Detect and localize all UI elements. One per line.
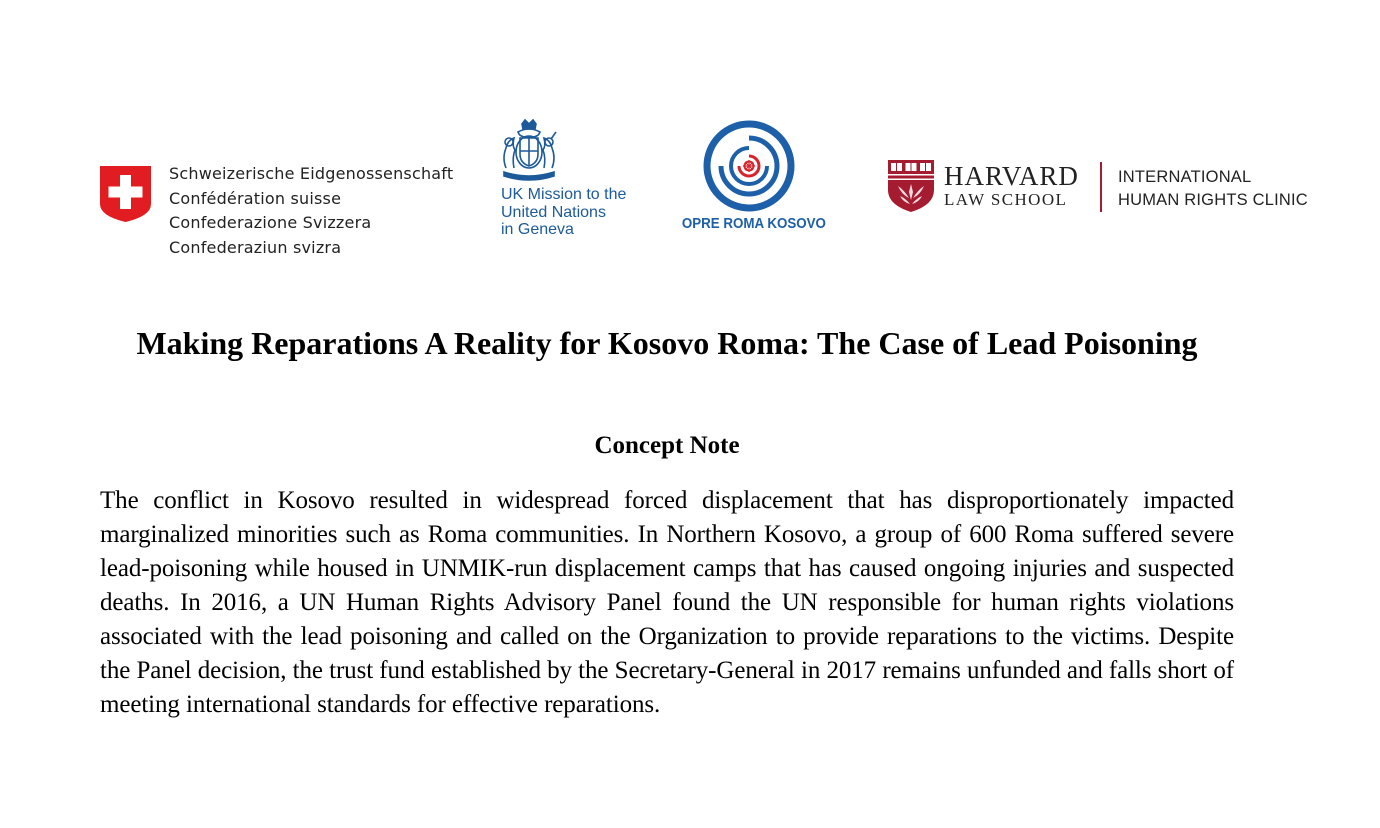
opre-roma-name: OPRE ROMA KOSOVO — [681, 216, 826, 232]
uk-line-3: in Geneva — [501, 221, 574, 238]
swiss-logo-text — [169, 162, 489, 260]
swiss-line-rm: Confederaziun svizra — [169, 237, 342, 257]
harvard-shield-icon — [888, 160, 934, 212]
swiss-line-de: Schweizerische Eidgenossenschaft — [169, 164, 454, 183]
concept-note-paragraph: The conflict in Kosovo resulted in widespread forced displacement that has disproportionately impacted marginalized minorities such as Roma communities. In Northern Kosovo, a group of 600 Roma suffered severe lead-poisoning while housed in UNMIK-run displacement camps that has caused ongoing injuries and suspected deaths. In 2016, a UN Human Rights Advisory Panel found the UN responsible for human rights violations associated with the lead poisoning and called on the Organization to provide reparations to the victims. Despite the Panel decision, the trust fund established by the Secretary-General in 2017 remains unfunded and falls short of meeting international standards for effective reparations. — [100, 487, 1234, 718]
clinic-name — [1118, 166, 1308, 212]
logo-bar — [0, 0, 1380, 280]
harvard-law-school: LAW SCHOOL — [944, 190, 1068, 209]
clinic-line-2: HUMAN RIGHTS CLINIC — [1118, 191, 1308, 209]
uk-line-1: UK Mission to the — [501, 186, 627, 203]
royal-coat-of-arms-icon — [498, 118, 560, 182]
swiss-line-fr: Confédération suisse — [169, 188, 342, 208]
roma-wheel-spiral-icon — [702, 120, 796, 212]
document-subtitle: Concept Note — [594, 432, 740, 459]
uk-mission-text — [501, 186, 661, 239]
swiss-line-it: Confederazione Svizzera — [169, 213, 372, 232]
uk-line-2: United Nations — [501, 203, 606, 221]
swiss-flag-icon — [100, 166, 151, 222]
document-title: Making Reparations A Reality for Kosovo Roma: The Case of Lead Poisoning — [136, 325, 1198, 361]
clinic-line-1: INTERNATIONAL — [1118, 168, 1252, 186]
logo-divider — [1100, 162, 1102, 212]
harvard-name: HARVARD — [944, 161, 1079, 191]
